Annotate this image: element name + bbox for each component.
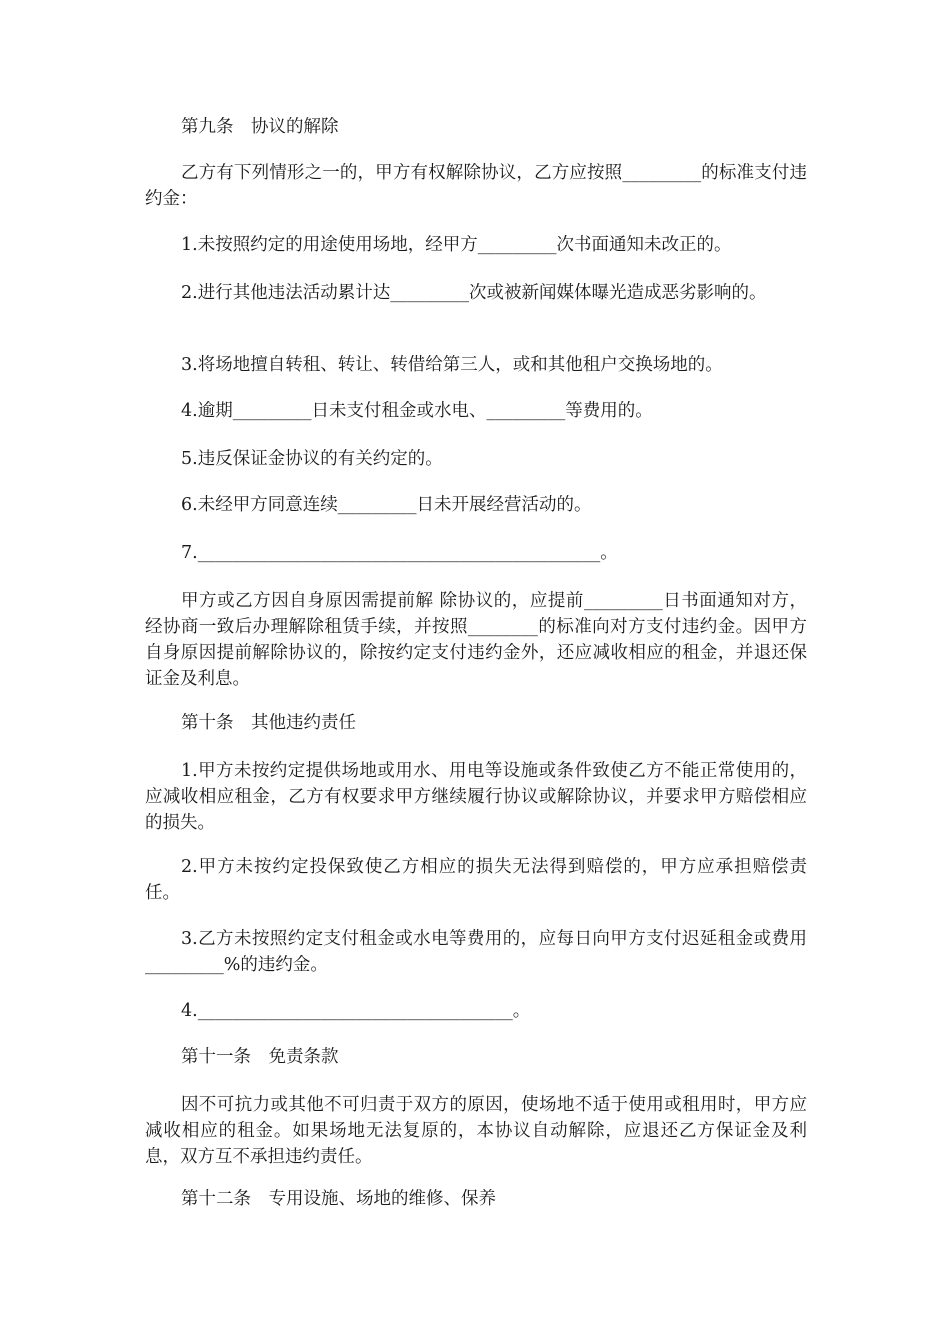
article-9-item-4: 4.逾期_________日未支付租金或水电、_________等费用的。 bbox=[181, 401, 653, 421]
article-9-item-5: 5.违反保证金协议的有关约定的。 bbox=[181, 449, 443, 469]
article-9-title: 第九条 协议的解除 bbox=[181, 117, 339, 137]
article-10-item-3: 3.乙方未按照约定支付租金或水电等费用的，应每日向甲方支付迟延租金或费用_________%的违约金。 bbox=[145, 929, 807, 975]
article-11-body: 因不可抗力或其他不可归责于双方的原因，使场地不适于使用或租用时，甲方应减收相应的租金。如果场地无法复原的，本协议自动解除，应退还乙方保证金及利息，双方互不承担违约责任。 bbox=[145, 1095, 807, 1167]
article-12-title: 第十二条 专用设施、场地的维修、保养 bbox=[181, 1189, 496, 1209]
article-10-item-1: 1.甲方未按约定提供场地或用水、用电等设施或条件致使乙方不能正常使用的，应减收相应租金，乙方有权要求甲方继续履行协议或解除协议，并要求甲方赔偿相应的损失。 bbox=[145, 761, 807, 833]
article-9-item-6: 6.未经甲方同意连续_________日未开展经营活动的。 bbox=[181, 495, 592, 515]
article-9-item-7: 7.______________________________________________。 bbox=[181, 543, 618, 563]
article-10-title: 第十条 其他违约责任 bbox=[181, 713, 356, 733]
article-9-early-termination: 甲方或乙方因自身原因需提前解 除协议的，应提前_________日书面通知对方，经协商一致后办理解除租赁手续，并按照________的标准向对方支付违约金。因甲方自身原因提前解除协议的，除按约定支付违约金外，还应减收相应的租金，并退还保证金及利息。 bbox=[145, 591, 807, 689]
article-10-item-4: 4.____________________________________。 bbox=[181, 1001, 531, 1021]
article-10-item-2: 2.甲方未按约定投保致使乙方相应的损失无法得到赔偿的，甲方应承担赔偿责任。 bbox=[145, 857, 807, 903]
article-9-item-3: 3.将场地擅自转租、转让、转借给第三人，或和其他租户交换场地的。 bbox=[181, 355, 723, 375]
article-9-intro: 乙方有下列情形之一的，甲方有权解除协议，乙方应按照_________的标准支付违约金： bbox=[145, 163, 807, 209]
article-9-item-2: 2.进行其他违法活动累计达_________次或被新闻媒体曝光造成恶劣影响的。 bbox=[181, 283, 767, 303]
article-9-item-1: 1.未按照约定的用途使用场地，经甲方_________次书面通知未改正的。 bbox=[181, 235, 732, 255]
article-11-title: 第十一条 免责条款 bbox=[181, 1047, 339, 1067]
